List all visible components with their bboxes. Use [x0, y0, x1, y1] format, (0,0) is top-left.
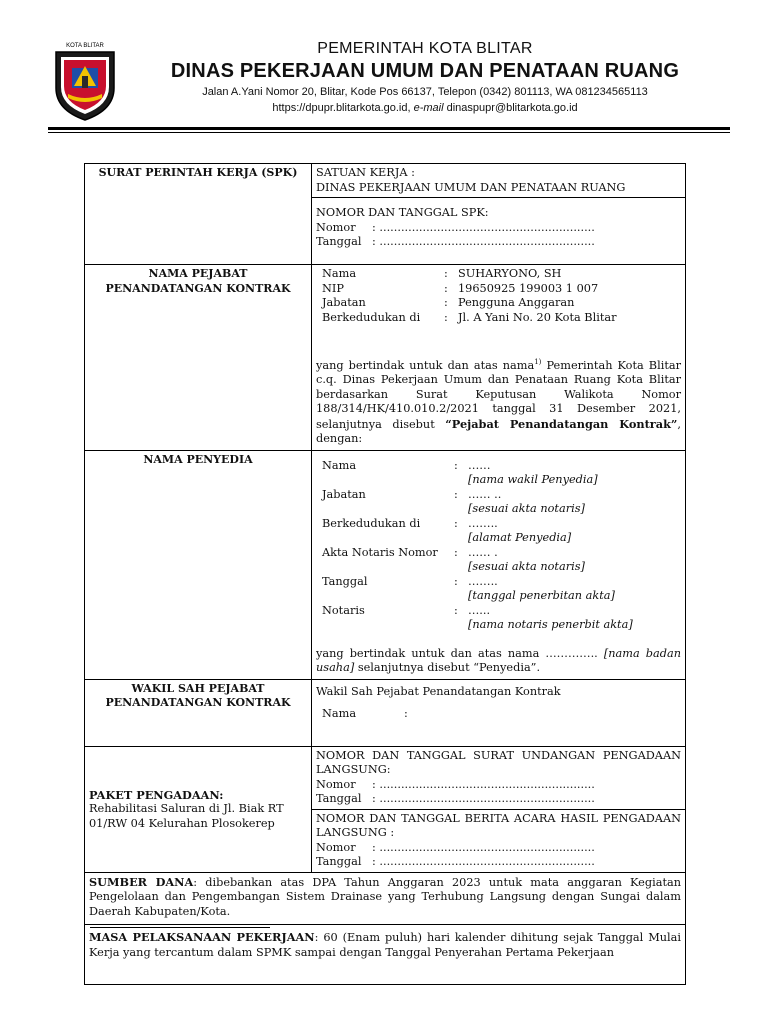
- wakil-title: Wakil Sah Pejabat Penandatangan Kontrak: [316, 684, 561, 698]
- penyedia-field-hint: [sesuai akta notaris]: [468, 560, 585, 574]
- penyedia-field-dots: ……..: [468, 574, 498, 588]
- masa-pelaksanaan-text: : 60 (Enam puluh) hari kalender dihitung sejak Tanggal Mulai Kerja yang tercantum dalam SPMK sampai dengan Tanggal Penyerahan Pertama Pekerjaan: [89, 931, 682, 959]
- pejabat-field-sep: :: [444, 296, 448, 309]
- sumber-dana-cell: [85, 872, 686, 925]
- wakil-nama-line: Nama :: [322, 707, 408, 721]
- wakil-label: WAKIL SAH PEJABAT PENANDATANGAN KONTRAK: [85, 679, 312, 746]
- satuan-kerja-value: DINAS PEKERJAAN UMUM DAN PENATAAN RUANG: [316, 180, 626, 194]
- penyedia-cell: [312, 450, 686, 679]
- kota-blitar-emblem-icon: [50, 40, 120, 122]
- penyedia-field-sep: :: [454, 574, 458, 588]
- penyedia-field-key: Tanggal: [322, 574, 368, 588]
- pejabat-field-value: SUHARYONO, SH: [458, 267, 562, 280]
- pejabat-statement: yang bertindak untuk dan atas nama$^{1)}$ Pemerintah Kota Blitar c.q. Dinas Pekerjaan Umum dan Penataan Ruang Kota Blitar berdasarkan Surat Keputusan Walikota Nomor 188/314/HK/410.010.2/2021 tanggal 31 Desember 2021, selanjutnya disebut “Pejabat Penandatangan Kontrak”, dengan:: [316, 358, 681, 446]
- berita-acara-label: NOMOR DAN TANGGAL BERITA ACARA HASIL PENGADAAN LANGSUNG :: [316, 811, 681, 840]
- penyedia-field-value: [468, 488, 681, 517]
- masa-pelaksanaan-label: MASA PELAKSANAAN PEKERJAAN: [89, 930, 315, 945]
- penyedia-field-value: [468, 459, 681, 488]
- penyedia-statement: yang bertindak untuk dan atas nama ………….. [nama badan usaha] selanjutnya disebut “Penyedia”.: [316, 646, 681, 675]
- paket-label: PAKET PENGADAAN:: [89, 787, 224, 802]
- berita-nomor-line: Nomor : ............................................................: [316, 840, 595, 854]
- penyedia-field-sep: :: [454, 516, 458, 530]
- undangan-nomor-line: Nomor : ............................................................: [316, 777, 595, 791]
- pejabat-field-sep: :: [444, 310, 448, 324]
- spk-label: SURAT PERINTAH KERJA (SPK): [85, 164, 312, 265]
- table-row: [85, 872, 686, 925]
- penyedia-field-sep: :: [454, 487, 458, 501]
- pejabat-field-key: Jabatan: [322, 296, 366, 309]
- paket-description: Rehabilitasi Saluran di Jl. Biak RT 01/RW 04 Kelurahan Plosokerep: [89, 802, 284, 830]
- pejabat-cell: [312, 265, 686, 451]
- pejabat-fields: [322, 267, 681, 325]
- table-row: [85, 925, 686, 985]
- penyedia-field-hint: [alamat Penyedia]: [468, 531, 572, 545]
- table-row: [85, 746, 686, 809]
- letterhead-thin-rule: [48, 132, 730, 133]
- letterhead: [120, 40, 730, 115]
- table-row: [85, 164, 686, 198]
- pejabat-field-key: NIP: [322, 281, 344, 295]
- penyedia-field-dots: ……: [468, 458, 491, 472]
- table-row: [85, 450, 686, 679]
- penyedia-field-hint: [nama wakil Penyedia]: [468, 473, 598, 487]
- berita-tanggal-line: Tanggal : ............................................................: [316, 855, 595, 869]
- nomor-tanggal-spk-label: NOMOR DAN TANGGAL SPK:: [316, 206, 489, 219]
- penyedia-field-value: [468, 517, 681, 546]
- penyedia-field-dots: ……..: [468, 516, 498, 530]
- letterhead-thick-rule: [48, 127, 730, 130]
- spk-nomor-line: Nomor : ............................................................: [316, 220, 595, 234]
- nomor-tanggal-spk-cell: [312, 198, 686, 265]
- undangan-label: NOMOR DAN TANGGAL SURAT UNDANGAN PENGADAAN LANGSUNG:: [316, 748, 681, 777]
- penyedia-field-value: [468, 604, 681, 633]
- penyedia-field-dots: …… .: [468, 545, 498, 559]
- masa-pelaksanaan-cell: [85, 925, 686, 985]
- penyedia-field-key: Nama: [322, 458, 357, 472]
- website-link[interactable]: https://dpupr.blitarkota.go.id,: [272, 102, 411, 114]
- spk-table: [84, 163, 686, 985]
- paket-cell: [85, 746, 312, 872]
- penyedia-field-value: [468, 575, 681, 604]
- berita-acara-cell: [312, 809, 686, 872]
- pejabat-field-value: Jl. A Yani No. 20 Kota Blitar: [458, 310, 617, 324]
- email-label: e-mail: [413, 102, 444, 114]
- penyedia-field-hint: [sesuai akta notaris]: [468, 502, 585, 516]
- penyedia-fields: [322, 459, 681, 633]
- pejabat-field-sep: :: [444, 281, 448, 295]
- penyedia-field-dots: …...: [468, 603, 491, 617]
- penyedia-label: NAMA PENYEDIA: [85, 450, 312, 679]
- penyedia-field-value: [468, 546, 681, 575]
- department-name: DINAS PEKERJAAN UMUM DAN PENATAAN RUANG: [170, 60, 680, 82]
- pejabat-field-key: Nama: [322, 267, 357, 280]
- table-row: [85, 265, 686, 451]
- penyedia-field-sep: :: [454, 603, 458, 617]
- spk-tanggal-line: Tanggal : ............................................................: [316, 235, 595, 248]
- department-address: Jalan A.Yani Nomor 20, Blitar, Kode Pos 66137, Telepon (0342) 801113, WA 081234565113: [202, 86, 648, 98]
- pejabat-field-value: 19650925 199003 1 007: [458, 281, 599, 295]
- undangan-tanggal-line: Tanggal : ............................................................: [316, 792, 595, 806]
- pejabat-label: NAMA PEJABAT PENANDATANGAN KONTRAK: [85, 265, 312, 451]
- penyedia-field-sep: :: [454, 545, 458, 559]
- email-address[interactable]: dinaspupr@blitarkota.go.id: [446, 102, 578, 114]
- penyedia-field-key: Notaris: [322, 603, 365, 617]
- pejabat-field-sep: :: [444, 267, 448, 280]
- sumber-dana-label: SUMBER DANA: [89, 874, 194, 889]
- logo-caption: KOTA BLITAR: [66, 43, 104, 49]
- footnote-separator: [90, 927, 270, 928]
- table-row: [85, 679, 686, 746]
- penyedia-field-key: Akta Notaris Nomor: [322, 545, 438, 559]
- penyedia-field-sep: :: [454, 458, 458, 472]
- sumber-dana-text: : dibebankan atas DPA Tahun Anggaran 2023 untuk mata anggaran Kegiatan Pengelolaan dan Pengembangan Sistem Drainase yang Terhubung Langsung dengan Sungai dalam Daerah Kabupaten/Kota.: [89, 875, 681, 918]
- pejabat-field-key: Berkedudukan di: [322, 310, 421, 324]
- wakil-cell: [312, 679, 686, 746]
- undangan-cell: [312, 746, 686, 809]
- satuan-kerja-cell: [312, 164, 686, 198]
- penyedia-field-hint: [tanggal penerbitan akta]: [468, 589, 615, 603]
- pejabat-field-value: Pengguna Anggaran: [458, 296, 575, 309]
- penyedia-field-dots: …… ..: [468, 487, 502, 501]
- contact-line: [120, 101, 730, 115]
- government-name: PEMERINTAH KOTA BLITAR: [317, 40, 533, 57]
- penyedia-field-hint: [nama notaris penerbit akta]: [468, 618, 633, 632]
- penyedia-field-key: Jabatan: [322, 487, 366, 501]
- satuan-kerja-label: SATUAN KERJA :: [316, 166, 415, 179]
- penyedia-field-key: Berkedudukan di: [322, 516, 421, 530]
